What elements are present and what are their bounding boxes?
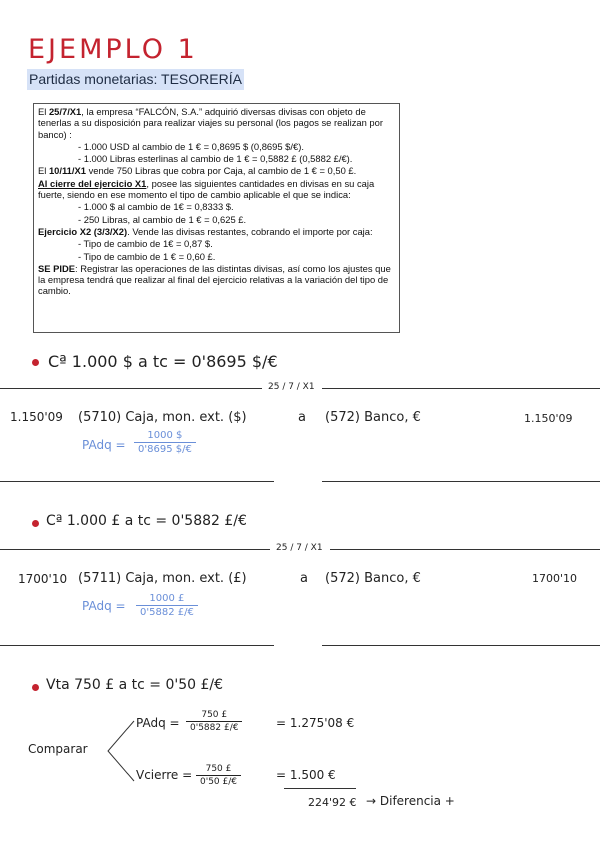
section2-date: 25 / 7 / X1 (276, 543, 323, 553)
section3-vcierre-result: = 1.500 € (276, 768, 336, 782)
comparison-brace-path (108, 721, 134, 781)
journal-line (322, 388, 600, 389)
journal-line (0, 645, 274, 646)
page-title: EJEMPLO 1 (28, 34, 198, 65)
section1-padq-numerator: 1000 $ (147, 430, 183, 441)
section3-difference-label: → Diferencia + (366, 794, 455, 808)
statement-item-2: - 1.000 Libras esterlinas al cambio de 1 € = 0,5882 £ (0,5882 £/€). (78, 153, 353, 165)
section1-credit-account: (572) Banco, € (325, 410, 421, 425)
section3-vcierre-label: Vcierre = (136, 768, 193, 782)
statement-paragraph-4: Ejercicio X2 (3/3/X2). Vende las divisas restantes, cobrando el importe por caja: (38, 225, 373, 237)
statement-item-3: - 1.000 $ al cambio de 1€ = 0,8333 $. (78, 201, 234, 213)
statement-item-4: - 250 Libras, al cambio de 1 € = 0,625 £. (78, 213, 247, 225)
section3-vcierre-fraction (196, 764, 241, 787)
section2-credit-account: (572) Banco, € (325, 571, 421, 586)
section2-debit-account: (5711) Caja, mon. ext. (£) (78, 571, 247, 586)
section1-padq-denominator: 0'8695 $/€ (134, 442, 196, 455)
statement-item-5: - Tipo de cambio de 1€ = 0,87 $. (78, 238, 213, 250)
section3-vcierre-numerator: 750 £ (205, 764, 232, 774)
statement-item-6: - Tipo de cambio de 1 € = 0,60 £. (78, 250, 216, 262)
section2-padq-label: PAdq = (82, 599, 126, 613)
section1-date: 25 / 7 / X1 (268, 382, 315, 392)
journal-line (330, 549, 600, 550)
journal-line (322, 645, 600, 646)
section2-a: a (300, 571, 308, 586)
section3-padq-result: = 1.275'08 € (276, 716, 355, 730)
section2-padq-fraction (136, 593, 198, 618)
bullet-dot (32, 359, 39, 366)
section3-padq-numerator: 750 £ (201, 710, 228, 720)
section1-padq-fraction (134, 430, 196, 455)
section2-heading: Cª 1.000 £ a tc = 0'5882 £/€ (46, 513, 247, 529)
statement-paragraph-1: El 25/7/X1, la empresa “FALCÓN, S.A.” adquirió diversas divisas con objeto de tenerlas a su disposición para realizar viajes su personal (los pagos se realizan por banco) : (38, 106, 383, 140)
journal-line (322, 481, 600, 482)
statement-paragraph-2: El 10/11/X1 vende 750 Libras que cobra por Caja, al cambio de 1 € = 0,50 £. (38, 165, 357, 177)
section2-padq-denominator: 0'5882 £/€ (136, 605, 198, 618)
journal-line (0, 481, 274, 482)
section2-padq-numerator: 1000 £ (149, 593, 185, 604)
bullet-dot (32, 520, 39, 527)
section3-difference-value: 224'92 € (308, 796, 357, 809)
section3-compare-label: Comparar (28, 742, 88, 756)
subtraction-line (284, 788, 356, 789)
section3-vcierre-denominator: 0'50 £/€ (196, 775, 241, 787)
page-subtitle: Partidas monetarias: TESORERÍA (27, 69, 244, 90)
journal-line (0, 388, 262, 389)
section1-padq-label: PAdq = (82, 438, 126, 452)
section2-debit-amount: 1700'10 (18, 572, 68, 586)
section2-credit-amount: 1700'10 (532, 572, 578, 585)
statement-item-1: - 1.000 USD al cambio de 1 € = 0,8695 $ (0,8695 $/€). (78, 140, 304, 152)
statement-paragraph-3: Al cierre del ejercicio X1, posee las siguientes cantidades en divisas en su caja fuerte, siendo en ese momento el tipo de cambio aplicable el que se indica: (38, 177, 375, 201)
section1-debit-amount: 1.150'09 (10, 410, 63, 424)
section1-a: a (298, 410, 306, 425)
section3-padq-fraction (186, 710, 242, 733)
section1-credit-amount: 1.150'09 (524, 412, 573, 425)
problem-statement (33, 103, 400, 333)
statement-paragraph-5: SE PIDE: Registrar las operaciones de las distintas divisas, así como los ajustes que la empresa tendrá que realizar al final del ejercicio relativas a la variación del tipo de cambio. (38, 262, 391, 297)
section3-padq-label: PAdq = (136, 716, 180, 730)
journal-line (0, 549, 270, 550)
section3-heading: Vta 750 £ a tc = 0'50 £/€ (46, 677, 224, 693)
section1-debit-account: (5710) Caja, mon. ext. ($) (78, 410, 247, 425)
section1-heading: Cª 1.000 $ a tc = 0'8695 $/€ (48, 352, 278, 371)
section3-padq-denominator: 0'5882 £/€ (186, 721, 242, 733)
bullet-dot (32, 684, 39, 691)
